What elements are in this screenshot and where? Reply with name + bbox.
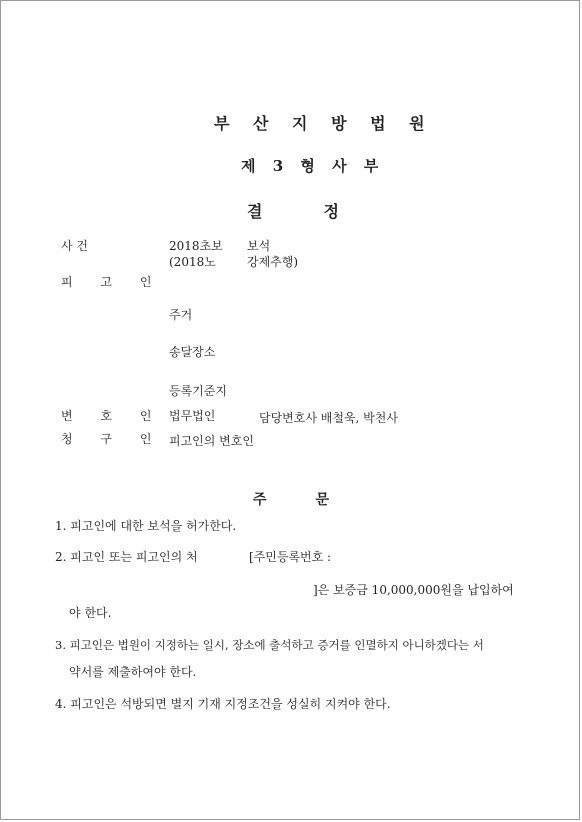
case-type-2: 강제추행) (247, 255, 299, 269)
defendant-delivery-label: 송달장소 (169, 345, 216, 359)
case-type-1: 보석 (247, 239, 271, 253)
case-number-1: 2018초보 (169, 239, 223, 253)
order-item-3-a: 3. 피고인은 법원이 지정하는 일시, 장소에 출석하고 증거를 인멸하지 아니하겠다는 서 (55, 638, 484, 652)
counsel-lawyers: 담당변호사 배철욱, 박천사 (259, 411, 398, 425)
counsel-label: 변 호 인 (61, 409, 164, 423)
case-label (61, 237, 125, 254)
applicant-value: 피고인의 변호인 (169, 434, 254, 448)
order-item-2-b: [주민등록번호 : (249, 550, 332, 564)
defendant-label: 피 고 인 (61, 275, 164, 289)
court-name: 부 산 지 방 법 원 (214, 114, 434, 133)
defendant-address-label: 주거 (169, 308, 193, 322)
order-item-2-a: 2. 피고인 또는 피고인의 처 (55, 550, 198, 564)
order-item-3-b: 약서를 제출하여야 한다. (69, 665, 197, 679)
order-item-2-c: ]은 보증금 10,000,000원을 납입하여 (313, 583, 514, 597)
decision-title (247, 199, 339, 222)
case-label-text: 사 건 (61, 239, 88, 253)
order-title (253, 489, 329, 509)
decision-title-char-2: 정 (323, 202, 339, 221)
order-item-2-d: 야 한다. (69, 606, 112, 620)
defendant-registry-label: 등록기준지 (169, 384, 227, 398)
case-number-2: (2018노 (169, 255, 216, 269)
counsel-firm: 법무법인 (169, 409, 216, 423)
order-title-char-2: 문 (315, 492, 329, 508)
order-item-4: 4. 피고인은 석방되면 별지 기재 지정조건을 성실히 지켜야 한다. (55, 697, 391, 711)
division-name: 제 3 형 사 부 (241, 157, 385, 175)
decision-title-char-1: 결 (247, 202, 263, 221)
order-title-char-1: 주 (253, 492, 267, 508)
applicant-label: 청 구 인 (61, 432, 164, 446)
order-item-1: 1. 피고인에 대한 보석을 허가한다. (55, 519, 237, 533)
